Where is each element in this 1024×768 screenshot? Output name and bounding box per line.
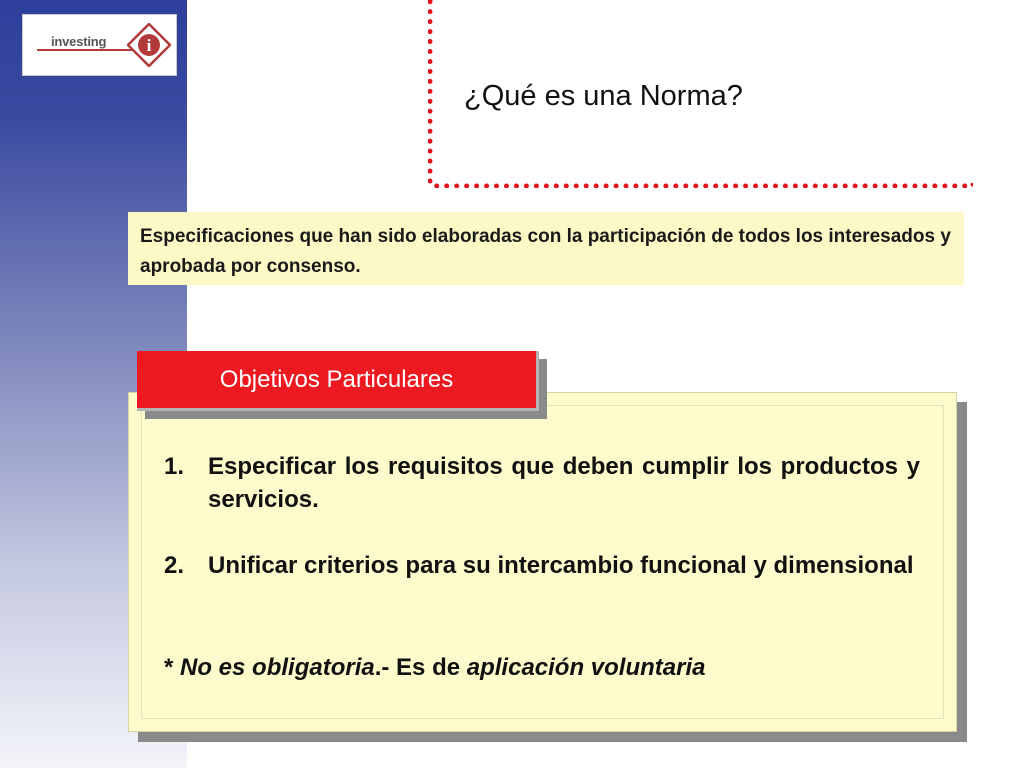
logo-diamond-icon <box>127 23 171 67</box>
company-logo <box>22 14 177 76</box>
note-middle: .- Es de <box>374 654 467 681</box>
note-not-mandatory: No es obligatoria <box>180 654 375 681</box>
list-item-number: 2. <box>164 552 185 579</box>
list-item-number: 1. <box>164 453 185 480</box>
list-item <box>164 450 920 516</box>
note-voluntary: aplicación voluntaria <box>466 654 706 681</box>
logo-underline <box>37 49 132 51</box>
list-item <box>164 549 920 582</box>
definition-text: Especificaciones que han sido elaboradas con la participación de todos los interesados y aprobada por consenso. <box>140 226 951 277</box>
page-title: ¿Qué es una Norma? <box>464 80 743 112</box>
objectives-header-label: Objetivos Particulares <box>219 365 454 393</box>
logo-wordmark: investing <box>51 34 107 49</box>
objectives-list <box>164 450 920 582</box>
objectives-header <box>137 351 539 411</box>
voluntary-note <box>164 654 705 682</box>
list-item-text: Especificar los requisitos que deben cumplir los productos y servicios. <box>208 453 920 513</box>
list-item-text: Unificar criterios para su intercambio funcional y dimensional <box>208 552 914 579</box>
note-prefix: * <box>164 654 181 681</box>
definition-box <box>128 212 964 285</box>
logo-mark-letter: i <box>146 36 152 55</box>
